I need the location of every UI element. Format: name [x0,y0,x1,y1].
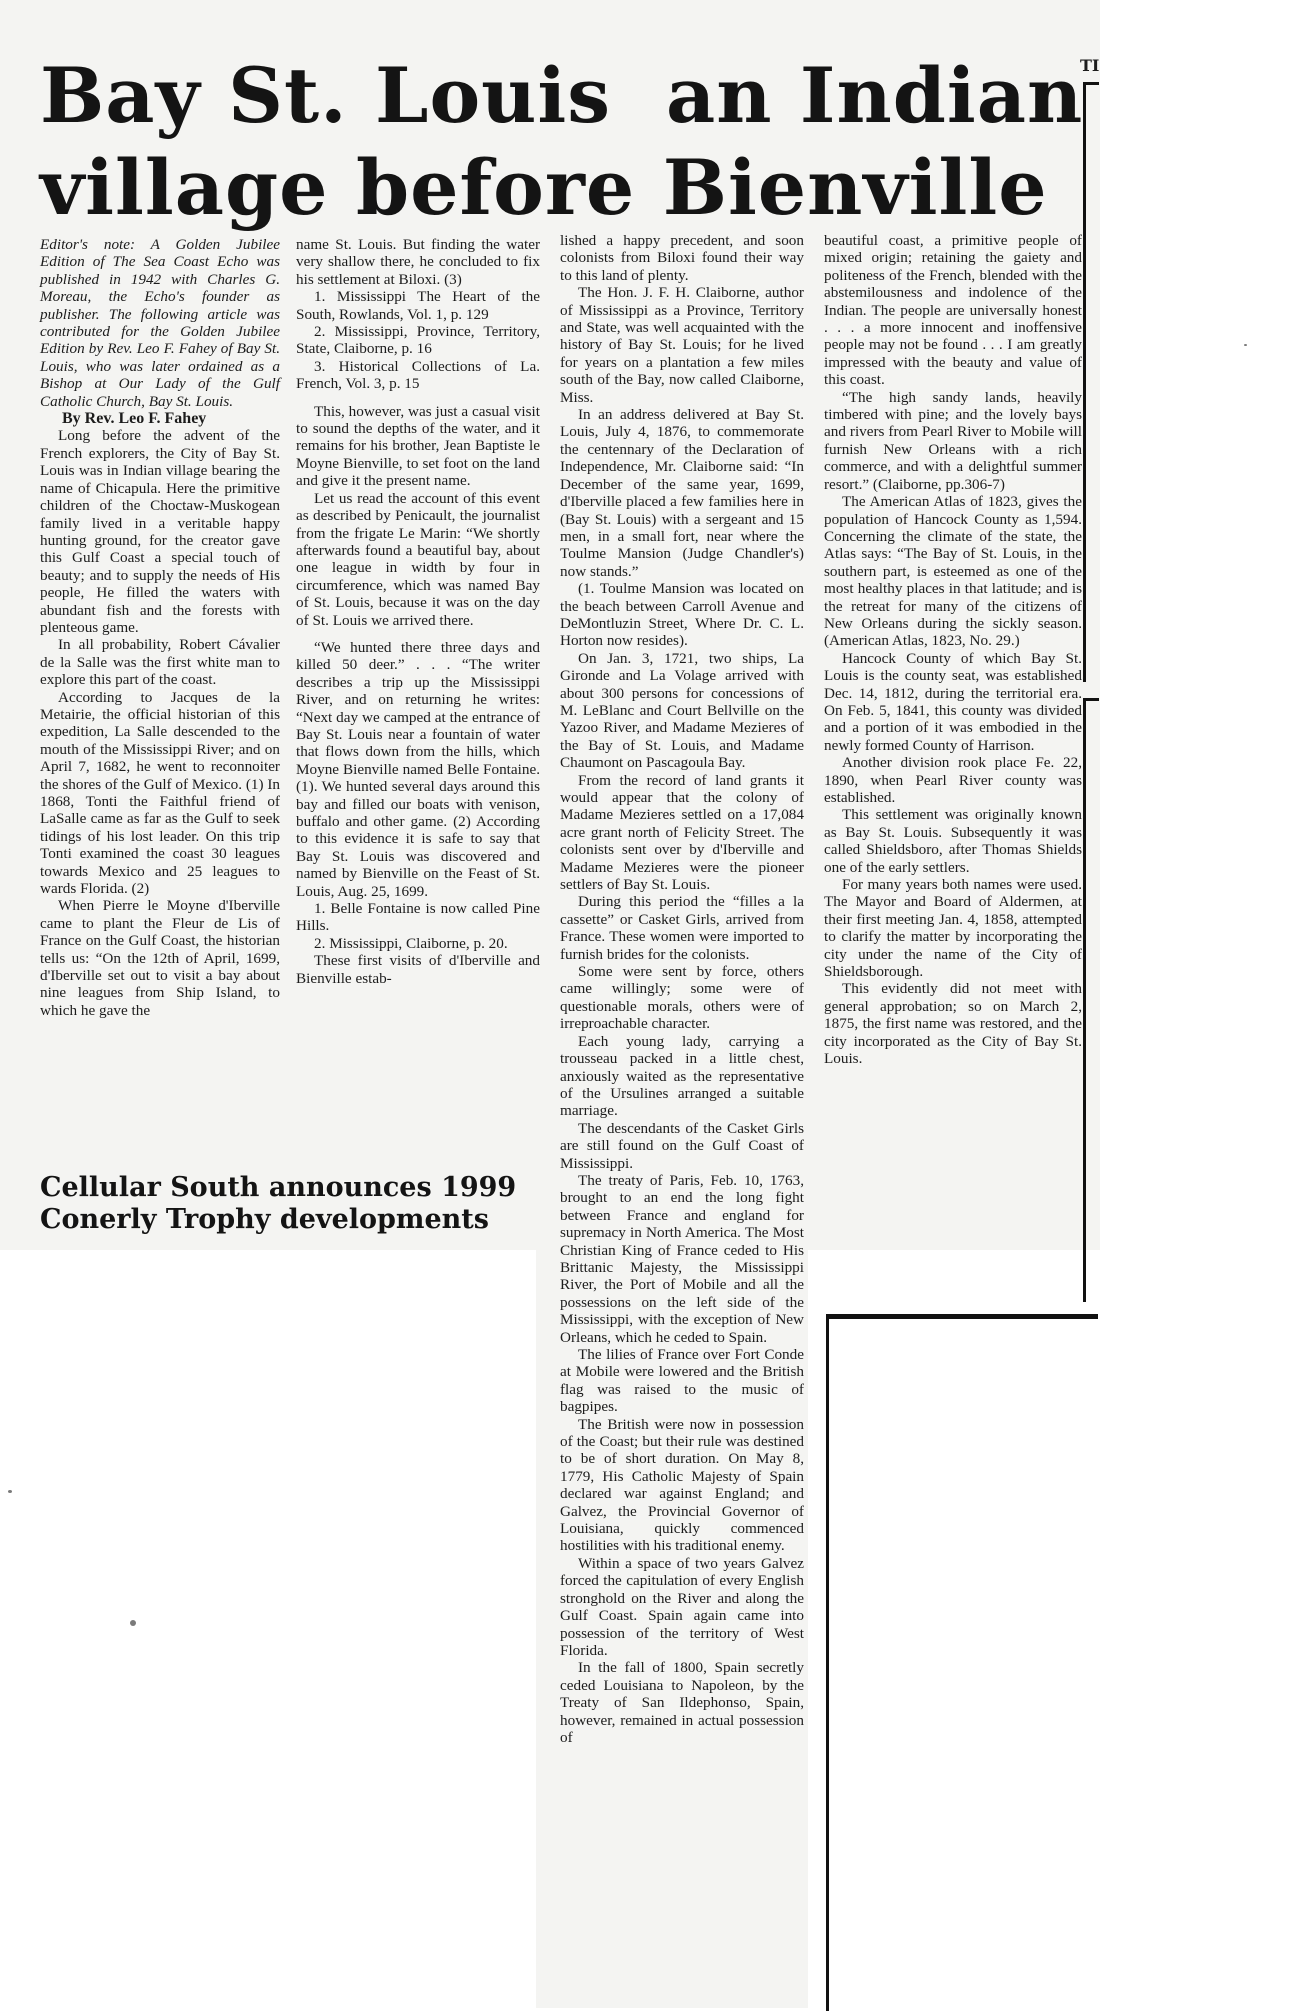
article-paragraph: Each young lady, carrying a trousseau packed in a little chest, anxiously waited as the representative of the Ursulines arranged a suitable marriage. [560,1032,804,1120]
adjacent-horizontal-rule [826,1314,1098,1319]
article-paragraph: Hancock County of which Bay St. Louis is the county seat, was established Dec. 14, 1812, during the territorial era. On Feb. 5, 1841, this county was divided and a portion of it was embodied in the newly formed County of Harrison. [824,649,1082,754]
article-paragraph: name St. Louis. But finding the water very shallow there, he concluded to fix his settlement at Biloxi. (3) [296,236,540,288]
article-paragraph: 1. Mississippi The Heart of the South, Rowlands, Vol. 1, p. 129 [296,288,540,323]
article-paragraph: Within a space of two years Galvez forced the capitulation of every English stronghold on the River and along the Gulf Coast. Spain again came into possession of the territory of West Florida. [560,1554,804,1659]
adjacent-border-corner [1083,82,1099,85]
article-paragraph: Let us read the account of this event as described by Penicault, the journalist from the frigate Le Marin: “We shortly afterwards found a beautiful bay, about one league in width by four in circumference, which was named Bay of St. Louis, because it was on the day of St. Louis we arrived there. [296,489,540,629]
article-paragraph: On Jan. 3, 1721, two ships, La Gironde and La Volage arrived with about 300 persons for concessions of M. LeBlanc and Court Bellville on the Yazoo River, and Madame Mezieres of the Bay of St. Louis, and Madame Chaumont on Pascagoula Bay. [560,649,804,772]
article-paragraph: “We hunted there three days and killed 50 deer.” . . . “The writer describes a trip up the Mississippi River, and on returning he writes: “Next day we camped at the entrance of Bay St. Louis near a fountain of water that flows down from the hills, which Moyne Bienville named Belle Fontaine. (1). We hunted several days around this bay and filled our boats with venison, buffalo and other game. (2) According to this evidence it is safe to say that Bay St. Louis was discovered and named by Bienville on the Feast of St. Louis, Aug. 25, 1699. [296,638,540,900]
article-column-2 [296,236,540,987]
article-paragraph: In the fall of 1800, Spain secretly ceded Louisiana to Napoleon, by the Treaty of San Ildephonso, Spain, however, remained in actual possession of [560,1659,804,1746]
adjacent-border-top [1083,82,1086,682]
article-paragraph: lished a happy precedent, and soon colonists from Biloxi found their way to this land of plenty. [560,232,804,284]
article-paragraph: The American Atlas of 1823, gives the population of Hancock County as 1,594. Concerning the climate of the state, the Atlas says: “The Bay of St. Louis, in the southern part, is esteemed as one of the most healthy places in that latitude; and is the retreat for many of the citizens of New Orleans during the sickly season. (American Atlas, 1823, No. 29.) [824,493,1082,650]
scan-speck [130,1620,136,1626]
article-paragraph: The Hon. J. F. H. Claiborne, author of Mississippi as a Province, Territory and State, was well acquainted with the history of Bay St. Louis; for he lived for years on a plantation a few miles south of the Bay, now called Claiborne, Miss. [560,284,804,406]
article-paragraph: This evidently did not meet with general approbation; so on March 2, 1875, the first name was restored, and the city incorporated as the City of Bay St. Louis. [824,980,1082,1068]
article-paragraph: 3. Historical Collections of La. French, Vol. 3, p. 15 [296,357,540,393]
adjacent-border-bottom [1083,698,1086,1302]
article-paragraph: (1. Toulme Mansion was located on the beach between Carroll Avenue and DeMontluzin Street, Where Dr. C. L. Horton now resides). [560,580,804,650]
article-paragraph: beautiful coast, a primitive people of mixed origin; retaining the gaiety and politeness of the French, blended with the abstemilousness and indolence of the Indian. The people are universally honest . . . a more innocent and inoffensive people may not be found . . . I am greatly impressed with the beauty and value of this coast. [824,232,1082,389]
article-paragraph: 2. Mississippi, Province, Territory, State, Claiborne, p. 16 [296,323,540,358]
article-paragraph: When Pierre le Moyne d'Iberville came to plant the Fleur de Lis of France on the Gulf Coast, the historian tells us: “On the 12th of April, 1699, d'Iberville set out to visit a bay about nine leagues from Ship Island, to which he gave the [40,897,280,1019]
adjacent-page-fragment: TI [1080,56,1100,75]
adjacent-border-corner-2 [1083,698,1099,701]
article-paragraph: In all probability, Robert Cávalier de la Salle was the first white man to explore this part of the coast. [40,636,280,689]
article-paragraph: The British were now in possession of the Coast; but their rule was destined to be of short duration. On May 8, 1779, His Catholic Majesty of Spain declared war against England; and Galvez, the Provincial Governor of Louisiana, quickly commenced hostilities with his traditional enemy. [560,1415,804,1555]
article-column-1 [40,236,280,1019]
article-column-3 [560,232,804,1746]
second-headline-line-2: Conerly Trophy developments [40,1204,489,1235]
article-paragraph: For many years both names were used. The Mayor and Board of Aldermen, at their first meeting Jan. 4, 1858, attempted to clarify the matter by incorporating the city under the name of the City of Shieldsborough. [824,876,1082,981]
article-paragraph: During this period the “filles a la cassette” or Casket Girls, arrived from France. These women were imported to furnish brides for the colonists. [560,893,804,963]
headline [40,50,1084,234]
article-paragraph: Long before the advent of the French explorers, the City of Bay St. Louis was in Indian village bearing the name of Chicapula. Here the primitive children of the Choctaw-Muskogean family lived in a veritable happy hunting ground, for the creator gave this Gulf Coast a special touch of beauty; and to supply the needs of His people, He filled the waters with abundant fish and the forests with plenteous game. [40,427,280,636]
editors-note: Editor's note: A Golden Jubilee Edition of The Sea Coast Echo was published in 1942 with Charles G. Moreau, the Echo's founder as publisher. The following article was contributed for the Golden Jubilee Edition by Rev. Leo F. Fahey of Bay St. Louis, who was later ordained as a Bishop at Our Lady of the Gulf Catholic Church, Bay St. Louis. [40,236,280,410]
adjacent-vertical-rule [826,1314,829,2011]
article-paragraph: From the record of land grants it would appear that the colony of Madame Mezieres settled on a 17,084 acre grant north of Felicity Street. The colonists sent over by d'Iberville and Madame Mezieres were the pioneer settlers of Bay St. Louis. [560,771,804,894]
second-headline [40,1172,540,1236]
article-paragraph: Some were sent by force, others came willingly; some were of questionable morals, others were of irreproachable character. [560,963,804,1033]
article-paragraph: According to Jacques de la Metairie, the official historian of this expedition, La Salle descended to the mouth of the Mississippi River; and on April 7, 1682, he went to reconnoiter the shores of the Gulf of Mexico. (1) In 1868, Tonti the Faithful friend of LaSalle came as far as the Gulf to seek tidings of his lost leader. On this trip Tonti examined the coast 30 leagues towards Mexico and 25 leagues to wards Florida. (2) [40,688,280,898]
article-paragraph: The treaty of Paris, Feb. 10, 1763, brought to an end the long fight between France and england for supremacy in North America. The Most Christian King of France ceded to His Brittanic Majesty, the Mississippi River, the Port of Mobile and all the possessions on the left side of the Mississippi, with the exception of New Orleans, which he ceded to Spain. [560,1171,804,1346]
article-paragraph: The descendants of the Casket Girls are still found on the Gulf Coast of Mississippi. [560,1119,804,1172]
article-paragraph: This settlement was originally known as Bay St. Louis. Subsequently it was called Shieldsboro, after Thomas Shields one of the early settlers. [824,806,1082,876]
article-paragraph: Another division rook place Fe. 22, 1890, when Pearl River county was established. [824,754,1082,806]
second-headline-line-1: Cellular South announces 1999 [40,1172,517,1203]
article-paragraph: These first visits of d'Iberville and Bienville estab- [296,952,540,987]
article-column-4 [824,232,1082,1068]
article-paragraph: 1. Belle Fontaine is now called Pine Hills. [296,900,540,935]
scan-speck [8,1490,12,1493]
headline-line-2: village before Bienville [40,143,1048,232]
scan-speck [1244,344,1247,346]
article-paragraph: This, however, was just a casual visit to sound the depths of the water, and it remains for his brother, Jean Baptiste le Moyne Bienville, to set foot on the land and give it the present name. [296,402,540,490]
article-paragraph: In an address delivered at Bay St. Louis, July 4, 1876, to commemorate the centennary of the Declaration of Independence, Mr. Claiborne said: “In December of the same year, 1699, d'Iberville placed a few families here in (Bay St. Louis) with a sergeant and 15 men, in a small fort, near where the Toulme Mansion (Judge Chandler's) now stands.” [560,406,804,580]
article-paragraph: “The high sandy lands, heavily timbered with pine; and the lovely bays and rivers from Pearl River to Mobile will furnish New Orleans with a rich commerce, and with a delightful summer resort.” (Claiborne, pp.306-7) [824,388,1082,493]
article-paragraph: 2. Mississippi, Claiborne, p. 20. [314,934,508,952]
article-paragraph: The lilies of France over Fort Conde at Mobile were lowered and the British flag was raised to the music of bagpipes. [560,1346,804,1416]
byline: By Rev. Leo F. Fahey [62,410,207,428]
headline-line-1: Bay St. Louis an Indian [40,51,1084,140]
